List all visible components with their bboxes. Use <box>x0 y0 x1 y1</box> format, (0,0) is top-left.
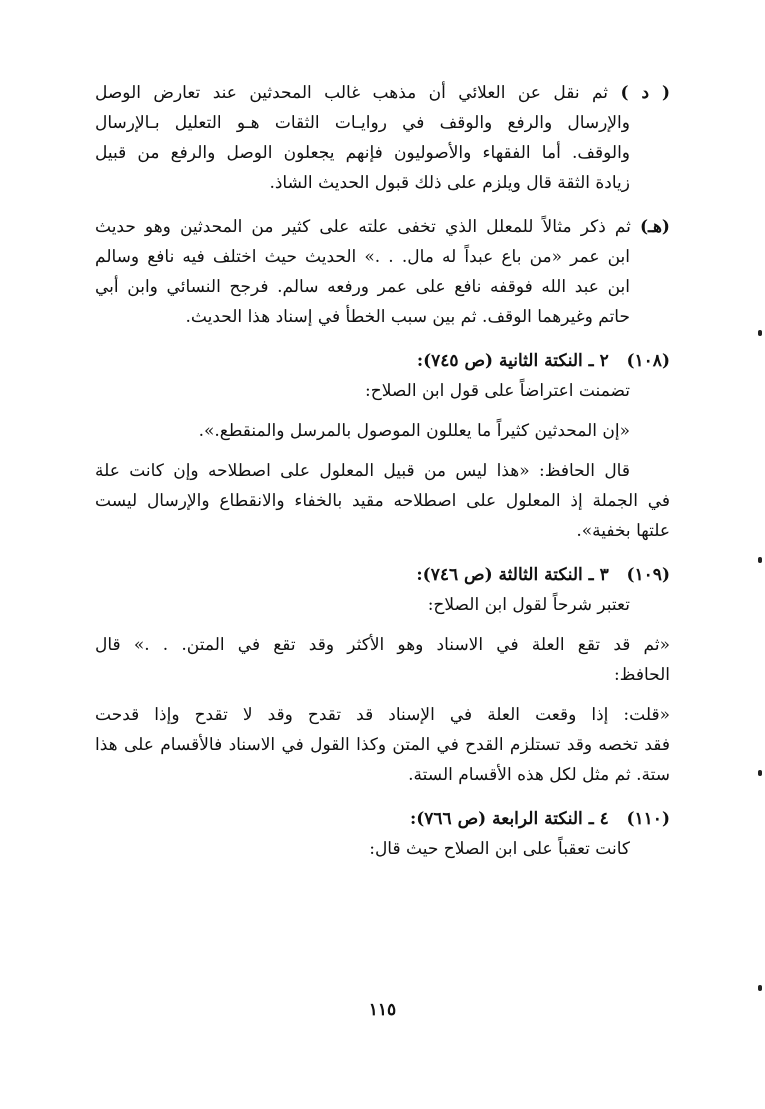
item-h-label: (هـ) <box>639 217 670 237</box>
item-d-line-2: والإرسال والرفع والوقف في روايـات الثقات هـو التعليل بـالإرسال <box>95 113 630 133</box>
margin-mark <box>758 985 762 991</box>
item-h-line-4: حاتم وغيرهما الوقف. ثم بين سبب الخطأ في إسناد هذا الحديث. <box>185 307 630 327</box>
margin-mark <box>758 770 762 776</box>
section-108-para-2: في الجملة إذ المعلول على اصطلاحه مقيد بالخفاء والانقطاع والإرسال ليست <box>95 491 670 511</box>
section-108 <box>95 346 670 546</box>
section-108-para-1: قال الحافظ: «هذا ليس من قبيل المعلول على اصطلاحه وإن كانت علة <box>95 461 630 481</box>
page-number: ١١٥ <box>368 1000 397 1020</box>
item-h-line-2: ابن عمر «من باع عبداً له مال. . .» الحديث حيث اختلف فيه نافع وسالم <box>95 247 630 267</box>
section-110 <box>95 804 670 864</box>
section-109-para-3: ستة. ثم مثل لكل هذه الأقسام الستة. <box>408 765 670 785</box>
section-109-number: (١٠٩) <box>626 565 670 585</box>
section-109-para-2: فقد تخصه وقد تستلزم القدح في المتن وكذا القول في الاسناد فالأقسام على هذا <box>95 735 670 755</box>
item-d-line-1: ( د ) ثم نقل عن العلائي أن مذهب غالب المحدثين عند تعارض الوصل <box>95 83 670 103</box>
section-109-title: ٣ ـ النكتة الثالثة (ص ٧٤٦): <box>416 565 609 585</box>
item-d <box>95 78 670 198</box>
section-109-intro: تعتبر شرحاً لقول ابن الصلاح: <box>427 595 630 615</box>
item-h-line-1: (هـ) ثم ذكر مثالاً للمعلل الذي تخفى علته على كثير من المحدثين وهو حديث <box>95 217 670 237</box>
item-d-line-4: زيادة الثقة قال ويلزم على ذلك قبول الحديث الشاذ. <box>269 173 630 193</box>
section-109-heading <box>95 560 670 590</box>
section-110-heading <box>95 804 670 834</box>
section-108-heading <box>95 346 670 376</box>
section-109-quote-2: الحافظ: <box>613 665 670 685</box>
section-108-title: ٢ ـ النكتة الثانية (ص ٧٤٥): <box>416 351 609 371</box>
page-body <box>95 78 670 878</box>
margin-mark <box>758 557 762 563</box>
section-109-quote-1: «ثم قد تقع العلة في الاسناد وهو الأكثر وقد تقع في المتن. . .» قال <box>95 635 670 655</box>
section-110-intro: كانت تعقباً على ابن الصلاح حيث قال: <box>369 839 630 859</box>
item-h <box>95 212 670 332</box>
margin-mark <box>758 330 762 336</box>
section-108-intro: تضمنت اعتراضاً على قول ابن الصلاح: <box>365 381 630 401</box>
section-109 <box>95 560 670 790</box>
section-108-number: (١٠٨) <box>626 351 670 371</box>
item-d-line-3: والوقف. أما الفقهاء والأصوليون فإنهم يجعلون الوصل والرفع من قبيل <box>95 143 630 163</box>
section-108-quote: «إن المحدثين كثيراً ما يعللون الموصول بالمرسل والمنقطع.». <box>198 421 630 441</box>
section-109-para-1: «قلت: إذا وقعت العلة في الإسناد قد تقدح وقد لا تقدح وإذا قدحت <box>95 705 670 725</box>
item-h-line-3: ابن عبد الله فوقفه نافع على عمر ورفعه سالم. فرجح النسائي وابن أبي <box>95 277 630 297</box>
section-108-para-3: علتها بخفية». <box>576 521 670 541</box>
item-d-label: ( د ) <box>620 83 670 103</box>
section-110-title: ٤ ـ النكتة الرابعة (ص ٧٦٦): <box>409 809 609 829</box>
section-110-number: (١١٠) <box>626 809 670 829</box>
